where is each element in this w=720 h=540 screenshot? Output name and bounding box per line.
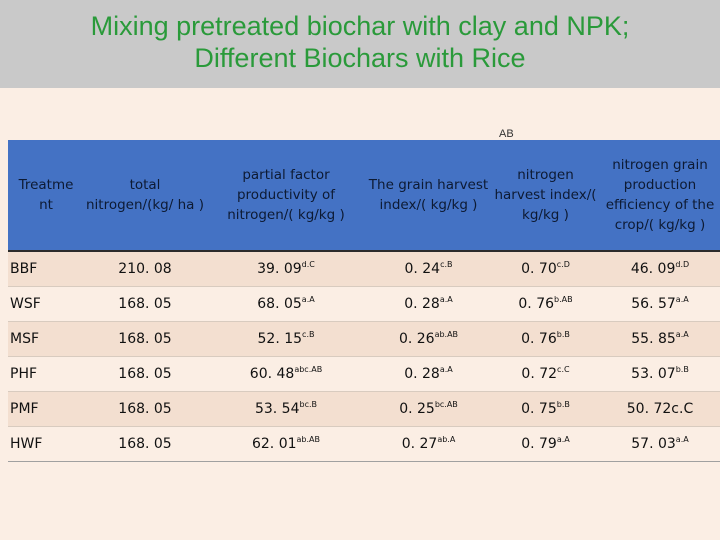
cell-pfp: 68. $05^{a.A}$ [206,287,366,322]
header-partial-factor-productivity: partial factor productivity of nitrogen/( kg/kg ) [206,140,366,251]
cell-total-nitrogen: 168. 05 [84,287,206,322]
cell-treatment: MSF [8,322,84,357]
cell-efficiency: 50. 72c.C [600,392,720,427]
cell-grain-hi: 0. $25^{bc.AB}$ [366,392,491,427]
cell-grain-hi: 0. $26^{ab.AB}$ [366,322,491,357]
cell-total-nitrogen: 168. 05 [84,357,206,392]
slide-title [0,10,720,74]
header-grain-harvest-index: The grain harvest index/( kg/kg ) [366,140,491,251]
table-row [8,322,720,357]
cell-grain-hi: 0. $28^{a.A}$ [366,357,491,392]
cell-nitrogen-hi: 0. $70^{c.D}$ [491,251,600,287]
cell-pfp: 62. $01^{ab.AB}$ [206,427,366,462]
cell-total-nitrogen: 168. 05 [84,322,206,357]
cell-efficiency: 57. $03^{a.A}$ [600,427,720,462]
cell-treatment: PHF [8,357,84,392]
cell-pfp: 52. $15^{c.B}$ [206,322,366,357]
header-treatment: Treatme nt [8,140,84,251]
cell-efficiency: 55. $85^{a.A}$ [600,322,720,357]
title-line-1: Mixing pretreated biochar with clay and NPK; [90,11,630,41]
cell-total-nitrogen: 210. 08 [84,251,206,287]
cell-grain-hi: 0. $28^{a.A}$ [366,287,491,322]
table-row [8,357,720,392]
cell-pfp: 53. $54^{bc.B}$ [206,392,366,427]
table-row [8,427,720,462]
table-row [8,251,720,287]
cell-nitrogen-hi: 0. $72^{c.C}$ [491,357,600,392]
header-row [8,140,720,251]
cell-treatment: PMF [8,392,84,427]
cell-pfp: 39. $09^{d.C}$ [206,251,366,287]
cell-nitrogen-hi: 0. $79^{a.A}$ [491,427,600,462]
cell-total-nitrogen: 168. 05 [84,427,206,462]
title-line-2: Different Biochars with Rice [194,43,526,73]
header-nitrogen-harvest-index: nitrogen harvest index/( kg/kg ) [491,140,600,251]
cell-treatment: HWF [8,427,84,462]
header-total-nitrogen: total nitrogen/(kg/ ha ) [84,140,206,251]
cell-efficiency: 56. $57^{a.A}$ [600,287,720,322]
cell-treatment: BBF [8,251,84,287]
cell-treatment: WSF [8,287,84,322]
cell-pfp: 60. $48^{abc.AB}$ [206,357,366,392]
cell-nitrogen-hi: 0. $76^{b.B}$ [491,322,600,357]
cell-grain-hi: 0. $27^{ab.A}$ [366,427,491,462]
cell-efficiency: 53. $07^{b.B}$ [600,357,720,392]
cell-nitrogen-hi: 0. $75^{b.B}$ [491,392,600,427]
table-row [8,392,720,427]
results-table [8,140,720,462]
table-row [8,287,720,322]
stray-label: AB [499,128,514,140]
cell-total-nitrogen: 168. 05 [84,392,206,427]
cell-nitrogen-hi: 0. $76^{b.AB}$ [491,287,600,322]
cell-efficiency: 46. $09^{d.D}$ [600,251,720,287]
header-nitrogen-grain-efficiency: nitrogen grain production efficiency of the crop/( kg/kg ) [600,140,720,251]
cell-grain-hi: 0. $24^{c.B}$ [366,251,491,287]
